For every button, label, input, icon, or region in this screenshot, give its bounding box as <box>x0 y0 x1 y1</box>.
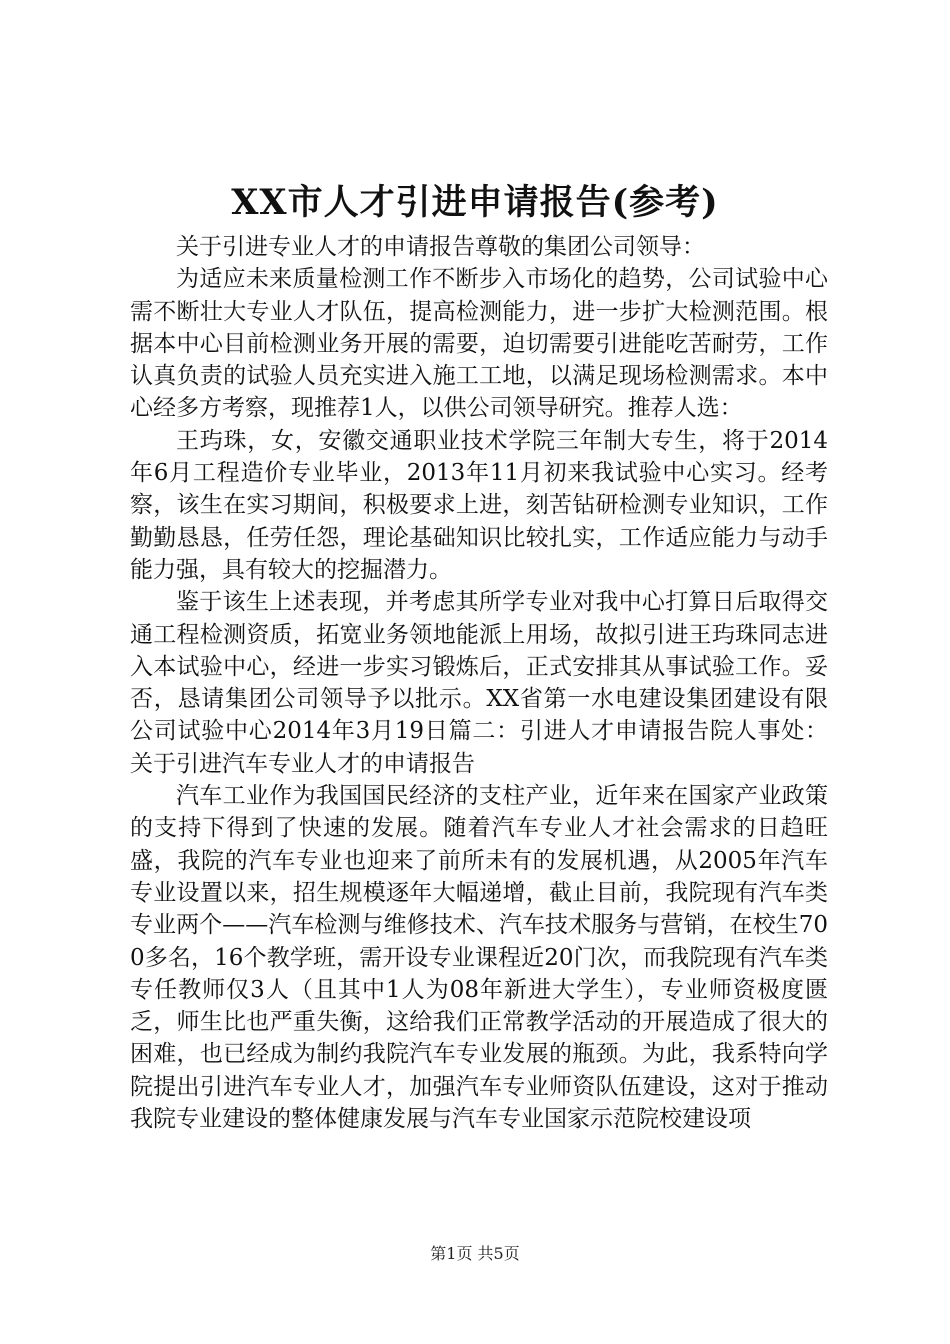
paragraph-salutation: 关于引进专业人才的申请报告尊敬的集团公司领导： <box>176 234 705 260</box>
page-number-footer: 第1页 共5页 <box>430 1244 520 1263</box>
document-title: XX市人才引进申请报告(参考) <box>231 182 719 223</box>
paragraph-background: 为适应未来质量检测工作不断步入市场化的趋势，公司试验中心需不断壮大专业人才队伍，提高检测能力，进一步扩大检测范围。根据本中心目前检测业务开展的需要，迫切需要引进能吃苦耐劳，工作认真负责的试验人员充实进入施工工地，以满足现场检测需求。本中心经多方考察，现推荐1人，以供公司领导研究。推荐人选： <box>130 266 828 422</box>
paragraph-candidate: 王玙珠，女，安徽交通职业技术学院三年制大专生，将于2014年6月工程造价专业毕业，2013年11月初来我试验中心实习。经考察，该生在实习期间，积极要求上进，刻苦钻研检测专业知识，工作勤勤恳恳，任劳任怨，理论基础知识比较扎实，工作适应能力与动手能力强，具有较大的挖掘潜力。 <box>130 427 828 583</box>
document-body <box>130 231 828 1135</box>
paragraph-automotive: 汽车工业作为我国国民经济的支柱产业，近年来在国家产业政策的支持下得到了快速的发展。随着汽车专业人才社会需求的日趋旺盛，我院的汽车专业也迎来了前所未有的发展机遇，从2005年汽车专业设置以来，招生规模逐年大幅递增，截止目前，我院现有汽车类专业两个——汽车检测与维修技术、汽车技术服务与营销，在校生700多名，16个教学班，需开设专业课程近20门次，而我院现有汽车类专任教师仅3人（且其中1人为08年新进大学生），专业师资极度匮乏，师生比也严重失衡，这给我们正常教学活动的开展造成了很大的困难，也已经成为制约我院汽车专业发展的瓶颈。为此，我系特向学院提出引进汽车专业人才，加强汽车专业师资队伍建设，这对于推动我院专业建设的整体健康发展与汽车专业国家示范院校建设项 <box>130 783 828 1133</box>
paragraph-request: 鉴于该生上述表现，并考虑其所学专业对我中心打算日后取得交通工程检测资质，拓宽业务领地能派上用场，故拟引进王玙珠同志进入本试验中心，经进一步实习锻炼后，正式安排其从事试验工作。妥否，恳请集团公司领导予以批示。XX省第一水电建设集团建设有限公司试验中心2014年3月19日篇二：引进人才申请报告院人事处：关于引进汽车专业人才的申请报告 <box>130 589 828 777</box>
